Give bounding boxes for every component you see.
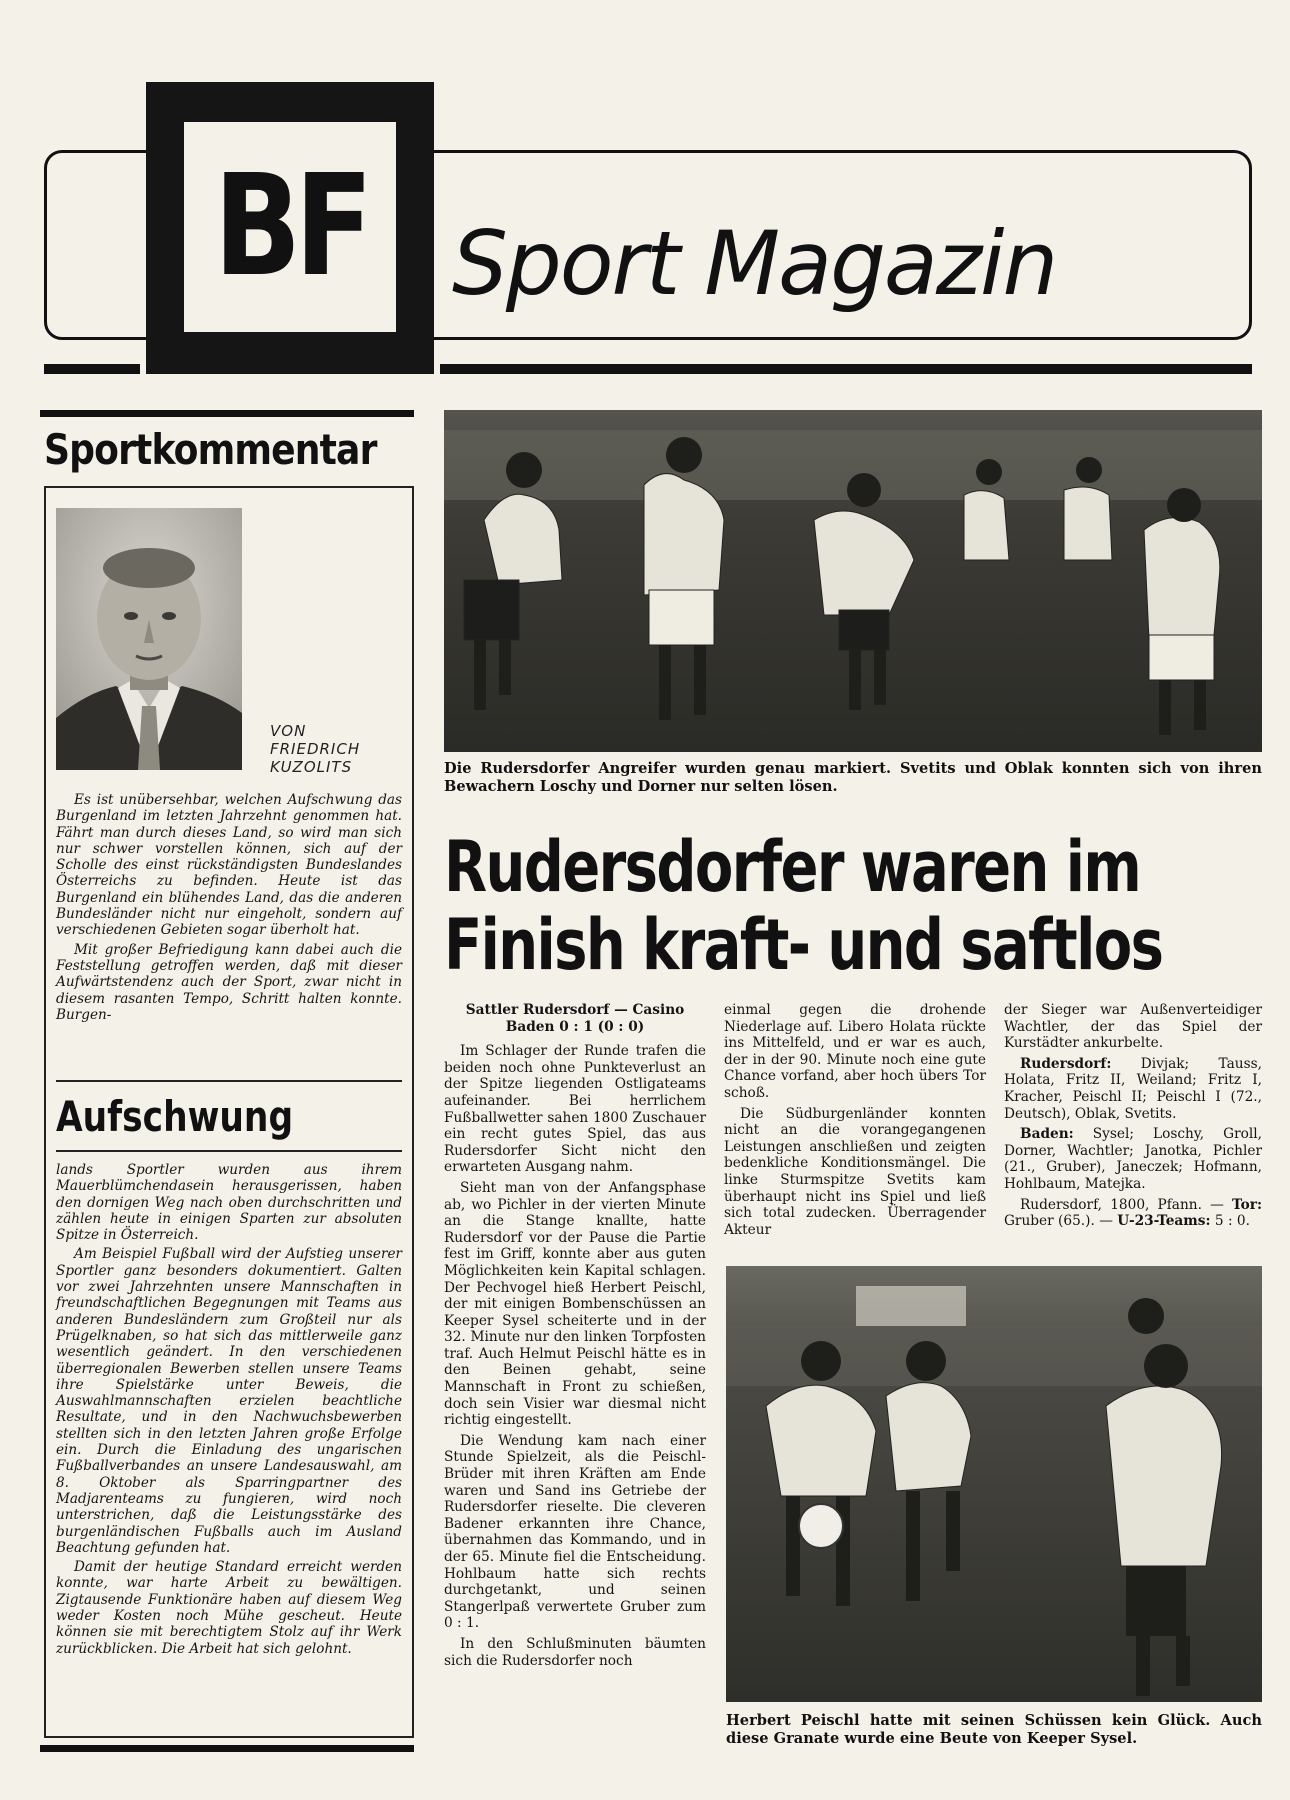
- article-column-3: [1004, 1002, 1262, 1230]
- paragraph: Am Beispiel Fußball wird der Aufstieg unserer Sportler ganz besonders dokumentiert. Galten vor zwei Jahrzehnten unsere Mannschaften in freundschaftlichen Begegnungen mit Teams aus anderen Bundesländern zum Großteil nur als Prügelknaben, so hat sich das mittlerweile ganz wesentlich geändert. In den verschiedenen überregionalen Bewerben stellen unsere Teams ihre Spielstärke unter Beweis, die Auswahlmannschaften erzielen beachtliche Resultate, und in den Nachwuchsbewerben stellten sich in den letzten Jahren große Erfolge ein. Durch die Einladung des ungarischen Fußballverbandes an unsere Landesauswahl, am 8. Oktober als Sparringpartner des Madjarenteams zu fungieren, wird noch unterstrichen, daß die Leistungsstärke des burgenländischen Fußballs auch im Ausland Beachtung gefunden hat.: [56, 1246, 402, 1556]
- photo-caption-top: Die Rudersdorfer Angreifer wurden genau markiert. Svetits und Oblak konnten sich von ihren Bewachern Loschy und Dorner nur selten lösen.: [444, 760, 1262, 795]
- commentary-text-top: [56, 792, 402, 1023]
- lineup-baden: Baden: Sysel; Loschy, Groll, Dorner, Wachtler; Janotka, Pichler (21., Gruber), Janeczek; Hofmann, Hohlbaum, Matejka.: [1004, 1126, 1262, 1192]
- header-rule-left: [44, 364, 140, 374]
- article-column-1: [444, 1002, 706, 1669]
- column-bottom-rule: [40, 1745, 414, 1752]
- section-title: Sportkommentar: [44, 425, 377, 474]
- match-photo-top: [444, 410, 1262, 752]
- article-headline: [444, 826, 1163, 986]
- paragraph: Damit der heutige Standard erreicht werden konnte, war harte Arbeit zu bewältigen. Zigtausende Funktionäre haben auf diesem Weg weder Kosten noch Mühe gescheut. Heute können sie mit berechtigtem Stolz auf ihr Werk zurückblicken. Die Arbeit hat sich gelohnt.: [56, 1559, 402, 1657]
- headline-line: Rudersdorfer waren im: [444, 826, 1141, 908]
- photo-caption-bottom: Herbert Peischl hatte mit seinen Schüssen kein Glück. Auch diese Granate wurde eine Beute von Keeper Sysel.: [726, 1712, 1262, 1747]
- commentary-text-bottom: [56, 1162, 402, 1657]
- paragraph: Im Schlager der Runde trafen die beiden noch ohne Punkteverlust an der Spitze liegenden Ostligateams aufeinander. Bei herrlichem Fußballwetter sahen 1800 Zuschauer ein recht gutes Spiel, das aus Rudersdorfer Sicht nicht den erwarteten Ausgang nahm.: [444, 1043, 706, 1176]
- subheading: Aufschwung: [56, 1092, 294, 1141]
- paragraph: einmal gegen die drohende Niederlage auf. Libero Holata rückte ins Mittelfeld, und er war es auch, der in der 90. Minute noch eine gute Chance vorfand, aber hoch übers Tor schoß.: [724, 1002, 986, 1101]
- paragraph: lands Sportler wurden aus ihrem Mauerblümchendasein herausgerissen, haben den dornigen Weg nach oben durchschritten und zählen heute in einigen Sparten zur absoluten Spitze in Österreich.: [56, 1162, 402, 1244]
- author-portrait: [56, 508, 242, 770]
- byline-line: FRIEDRICH: [270, 740, 361, 758]
- match-result: Baden 0 : 1 (0 : 0): [505, 1018, 645, 1035]
- headline-line: Finish kraft- und saftlos: [444, 904, 1163, 986]
- byline: [270, 722, 360, 776]
- article-column-2: [724, 1002, 986, 1238]
- match-title: Sattler Rudersdorf — Casino: [465, 1002, 685, 1018]
- byline-line: KUZOLITS: [270, 758, 353, 776]
- paragraph: Die Wendung kam nach einer Stunde Spielzeit, als die Peischl-Brüder mit ihren Kräften am Ende waren und Sand ins Getriebe der Rudersdorfer rieselte. Die cleveren Badener erkannten ihre Chance, übernahmen das Kommando, und in der 65. Minute fiel die Entscheidung. Hohlbaum hatte sich rechts durchgetankt, und seinen Stangerlpaß verwertete Gruber zum 0 : 1.: [444, 1432, 706, 1632]
- header-rule-right: [440, 364, 1252, 374]
- paragraph: der Sieger war Außenverteidiger Wachtler, der das Spiel der Kurstädter ankurbelte.: [1004, 1002, 1262, 1052]
- paragraph: Die Südburgenländer konnten nicht an die vorangegangenen Leistungen anschließen und zeigten bedenkliche Konditionsmängel. Die linke Sturmspitze Svetits kam überhaupt nicht ins Spiel und ließ sich total zudecken. Überragender Akteur: [724, 1105, 986, 1238]
- paragraph: Mit großer Befriedigung kann dabei auch die Feststellung getroffen werden, daß mit dieser Aufwärtstendenz auch der Sport, zwar nicht in diesem rasanten Tempo, Schritt halten konnte. Burgen-: [56, 941, 402, 1023]
- match-stats: Rudersdorf, 1800, Pfann. — Tor: Gruber (65.). — U-23-Teams: 5 : 0.: [1004, 1196, 1262, 1230]
- divider: [56, 1150, 402, 1152]
- paragraph: In den Schlußminuten bäumten sich die Rudersdorfer noch: [444, 1635, 706, 1669]
- magazine-title: Sport Magazin: [452, 212, 1057, 315]
- logo-text: BF: [213, 145, 367, 308]
- byline-line: VON: [270, 722, 307, 740]
- match-photo-bottom: [726, 1266, 1262, 1702]
- column-top-rule: [40, 410, 414, 417]
- bf-logo: [146, 82, 434, 374]
- divider: [56, 1080, 402, 1082]
- paragraph: Es ist unübersehbar, welchen Aufschwung das Burgenland im letzten Jahrzehnt genommen hat. Fährt man durch dieses Land, so wird man sich nur schwer vorstellen können, sich auf der Scholle des einst rückständigsten Bundeslandes Österreichs zu befinden. Heute ist das Burgenland ein blühendes Land, das die anderen Bundesländer nicht nur eingeholt, sondern auf verschiedenen Gebieten sogar überholt hat.: [56, 792, 402, 939]
- paragraph: Sieht man von der Anfangsphase ab, wo Pichler in der vierten Minute an die Stange knallte, hatte Rudersdorf vor der Pause die Partie fest im Griff, konnte aber aus guten Möglichkeiten kein Kapital schlagen. Der Pechvogel hieß Herbert Peischl, der mit einigen Bombenschüssen an Keeper Sysel scheiterte und in der 32. Minute nur den linken Torpfosten traf. Auch Helmut Peischl hätte es in den Beinen gehabt, seine Mannschaft in Front zu schießen, doch sein Visier war diesmal nicht richtig eingestellt.: [444, 1179, 706, 1429]
- lineup-rudersdorf: Rudersdorf: Divjak; Tauss, Holata, Fritz II, Weiland; Fritz I, Kracher, Peischl II; Peischl I (72., Deutsch), Oblak, Svetits.: [1004, 1055, 1262, 1122]
